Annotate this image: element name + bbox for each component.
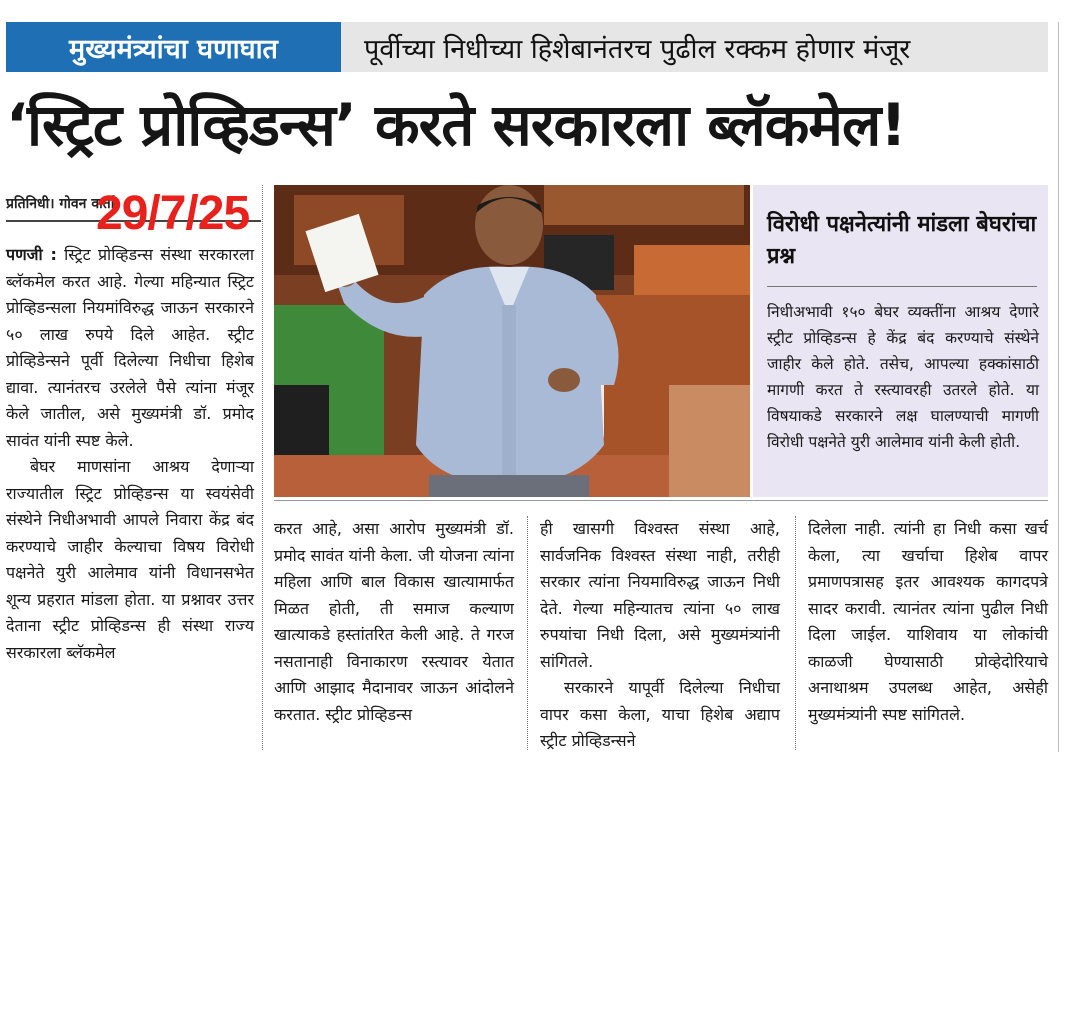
sidebar-box: [753, 185, 1048, 497]
kicker-badge: मुख्यमंत्र्यांचा घणाघात: [6, 22, 341, 72]
article-column-2: करत आहे, असा आरोप मुख्यमंत्री डॉ. प्रमोद सावंत यांनी केला. जी योजना त्यांना महिला आणि बाल विकास खात्यामार्फत मिळत होती, ती समाज कल्याण खात्याकडे हस्तांतरित केली आहे. ते गरज नसतानाही विनाकारण रस्त्यावर येतात आणि आझाद मैदानावर जाऊन आंदोलने करतात. स्ट्रीट प्रोव्हिडन्स: [274, 519, 514, 724]
page-right-rule: [1058, 22, 1059, 752]
date-stamp: 29/7/25: [96, 187, 250, 240]
article-column-1: [6, 242, 254, 666]
article-column-3: [540, 516, 780, 755]
sidebar-rule: [767, 286, 1037, 287]
photo-illustration: [274, 185, 750, 497]
headline: ‘स्ट्रिट प्रोव्हिडन्स’ करते सरकारला ब्लॅकमेल!: [6, 91, 906, 159]
sidebar-title: विरोधी पक्षनेत्यांनी मांडला बेघरांचा प्रश्न: [767, 212, 1037, 269]
sidebar-body: निधीअभावी १५० बेघर व्यक्तींना आश्रय देणारे स्ट्रीट प्रोव्हिडन्स हे केंद्र बंद करण्याचे संस्थेने जाहीर केले होते. तसेच, आपल्या हक्कांसाठी मागणी करत ते रस्त्यावरही उतरले होते. या विषयाकडे सरकारने लक्ष घालण्याची मागणी विरोधी पक्षनेते युरी आलेमाव यांनी केली होती.: [767, 303, 1039, 451]
article-paragraph: बेघर माणसांना आश्रय देणाऱ्या राज्यातील स्ट्रिट प्रोव्हिडन्स या स्वयंसेवी संस्थेने निधीअभावी आपले निवारा केंद्र बंद करण्याचे जाहीर केल्याचा विषय विरोधी पक्षनेते युरी आलेमाव यांनी विधानसभेत शून्य प्रहरात मांडला होता. या प्रश्नावर उत्तर देताना स्ट्रीट प्रोव्हिडन्स ही संस्था राज्य सरकारला ब्लॅकमेल: [6, 457, 254, 662]
column-rule: [527, 516, 528, 750]
article-column-4: दिलेला नाही. त्यांनी हा निधी कसा खर्च केला, त्या खर्चाचा हिशेब वापर प्रमाणपत्रासह इतर आवश्यक कागदपत्रे सादर करावी. त्यानंतर त्यांना पुढील निधी दिला जाईल. याशिवाय या लोकांची काळजी घेण्यासाठी प्रोव्हेदोरियाचे अनाथाश्रम उपलब्ध आहेत, असेही मुख्यमंत्र्यांनी स्पष्ट सांगितले.: [808, 519, 1048, 724]
kicker-subheading: पूर्वीच्या निधीच्या हिशेबानंतरच पुढील रक्कम होणार मंजूर: [364, 33, 911, 65]
column-rule: [795, 516, 796, 750]
article-paragraph: सरकारने यापूर्वी दिलेल्या निधीचा वापर कसा केला, याचा हिशेब अद्याप स्ट्रीट प्रोव्हिडन्सने: [540, 678, 780, 750]
column-rule: [262, 185, 263, 750]
dateline: पणजी :: [6, 245, 57, 264]
news-photo: [274, 185, 750, 497]
section-rule: [274, 500, 1048, 501]
kicker-row: [6, 22, 1048, 72]
byline: प्रतिनिधी। गोवन वार्ता: [6, 196, 115, 212]
article-lead: स्ट्रिट प्रोव्हिडन्स संस्था सरकारला ब्लॅकमेल करत आहे. गेल्या महिन्यात स्ट्रिट प्रोव्हिडन्सला नियमांविरुद्ध जाऊन सरकारने ५० लाख रुपये दिले आहेत. स्ट्रीट प्रोव्हिडेन्सने पूर्वी दिलेल्या निधीचा हिशेब द्यावा. त्यानंतरच उरलेले पैसे त्यांना मंजूर केले जातील, असे मुख्यमंत्री डॉ. प्रमोद सावंत यांनी स्पष्ट केले.: [6, 245, 254, 450]
article-paragraph: ही खासगी विश्वस्त संस्था आहे, सार्वजनिक विश्वस्त संस्था नाही, तरीही सरकार त्यांना नियमाविरुद्ध जाऊन निधी देते. गेल्या महिन्यातच त्यांना ५० लाख रुपयांचा निधी दिला, असे मुख्यमंत्र्यांनी सांगितले.: [540, 519, 780, 671]
